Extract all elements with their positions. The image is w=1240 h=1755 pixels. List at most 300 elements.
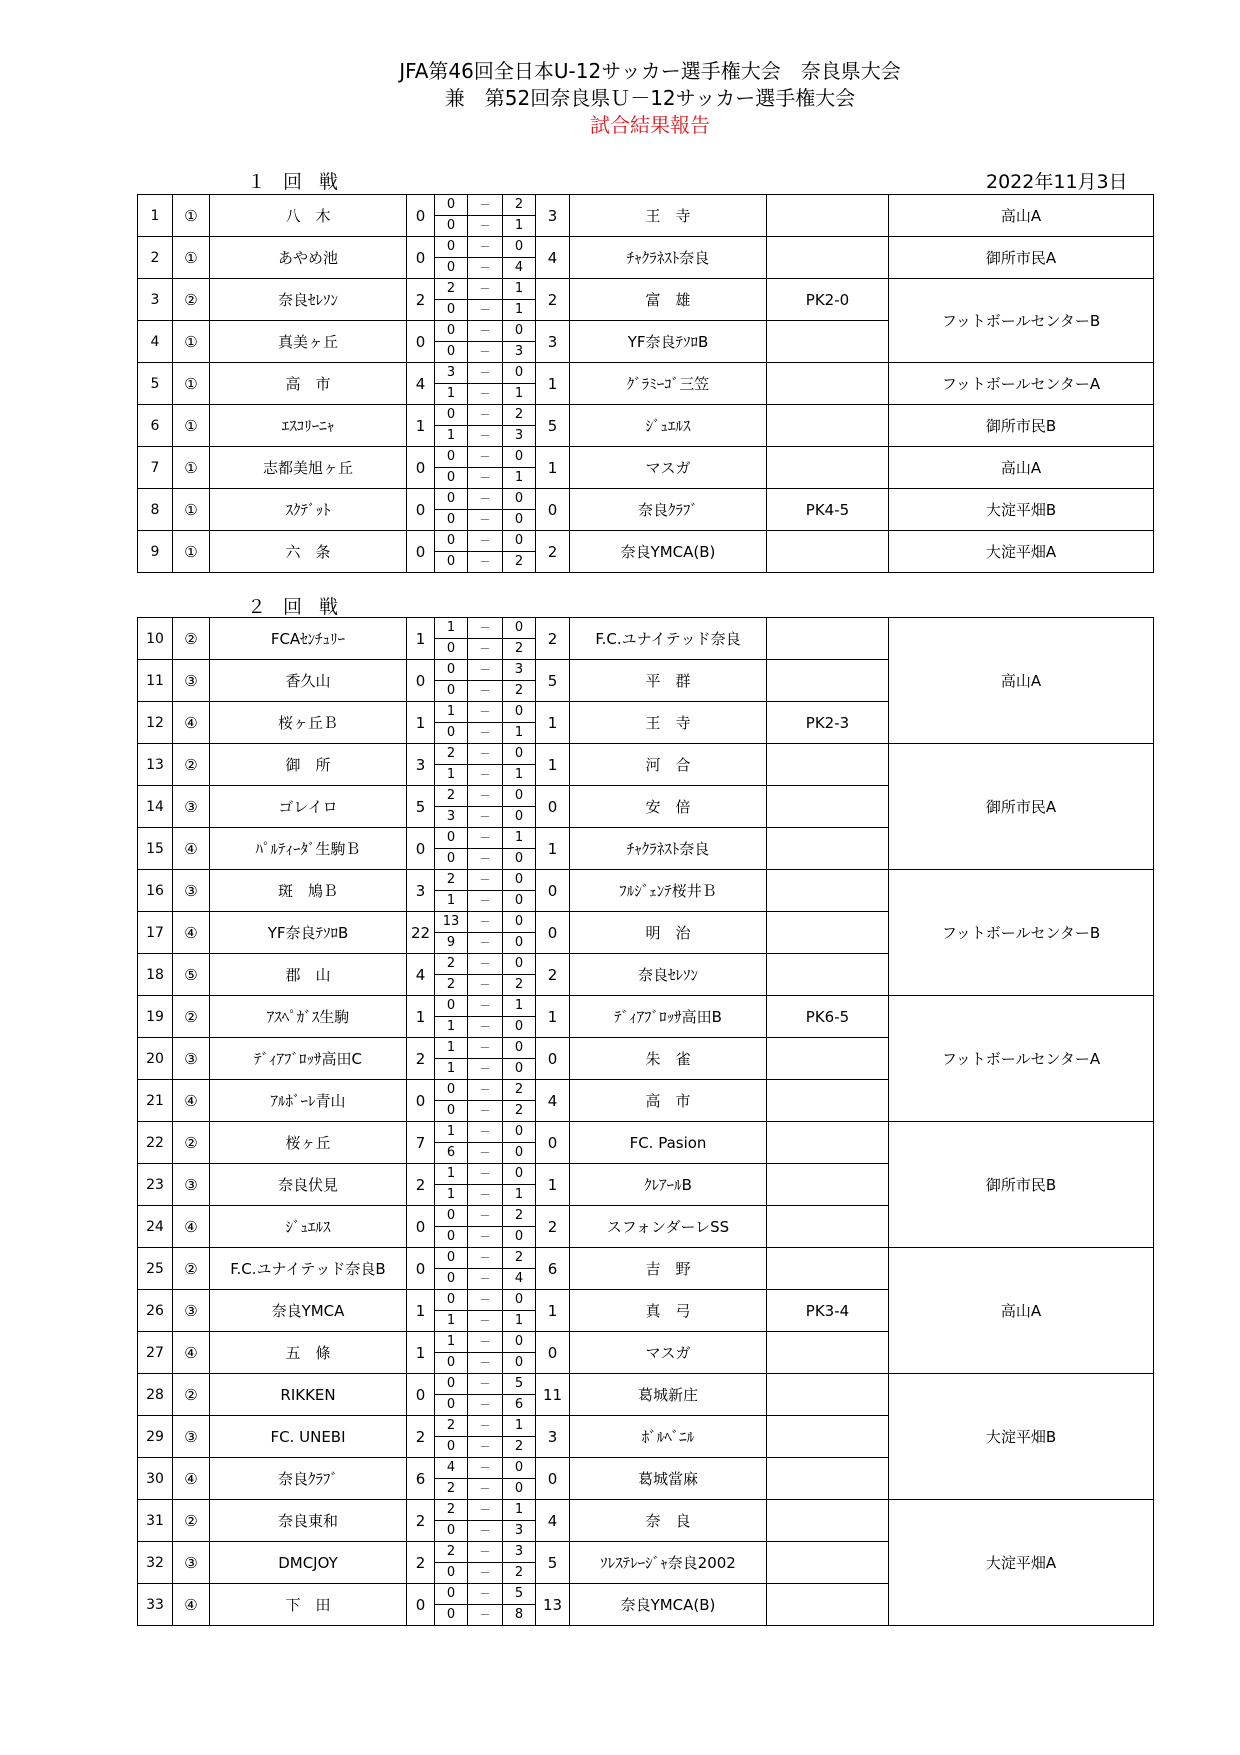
score-dash: － [468,489,503,510]
score-dash: － [468,681,503,702]
match-number: 11 [138,660,173,702]
team2-name: YF奈良ﾃｿﾛB [570,321,767,363]
venue: 御所市民B [889,405,1154,447]
team2-name: F.C.ユナイテッド奈良 [570,618,767,660]
team1-name: 奈良ｾﾚｿﾝ [210,279,407,321]
team2-name: ｸﾚｱｰﾙB [570,1164,767,1206]
team1-total-score: 7 [407,1122,435,1164]
team2-total-score: 2 [536,531,570,573]
match-number: 31 [138,1500,173,1542]
round-mark: ④ [173,1080,210,1122]
team2-second-half-score: 2 [503,681,536,702]
team2-name: マスガ [570,1332,767,1374]
team1-first-half-score: 0 [435,1248,468,1269]
match-number: 20 [138,1038,173,1080]
team2-total-score: 6 [536,1248,570,1290]
venue: 御所市民A [889,744,1154,870]
team2-first-half-score: 1 [503,279,536,300]
team1-second-half-score: 0 [435,300,468,321]
match-number: 6 [138,405,173,447]
score-dash: － [468,1122,503,1143]
round-mark: ④ [173,828,210,870]
team1-second-half-score: 0 [435,681,468,702]
team2-second-half-score: 2 [503,639,536,660]
team2-name: ﾁｬｸﾗﾈｽﾄ奈良 [570,237,767,279]
team2-total-score: 5 [536,660,570,702]
round-mark: ③ [173,1164,210,1206]
score-dash: － [468,237,503,258]
team1-name: 下 田 [210,1584,407,1626]
round-mark: ④ [173,1584,210,1626]
team2-first-half-score: 0 [503,1332,536,1353]
team2-second-half-score: 4 [503,258,536,279]
team2-total-score: 3 [536,195,570,237]
team1-total-score: 0 [407,1248,435,1290]
score-dash: － [468,468,503,489]
pk-result [767,531,889,573]
team1-total-score: 2 [407,1542,435,1584]
team2-total-score: 0 [536,786,570,828]
venue: 大淀平畑B [889,489,1154,531]
team1-second-half-score: 0 [435,1101,468,1122]
match-number: 3 [138,279,173,321]
score-dash: － [468,828,503,849]
team1-first-half-score: 2 [435,870,468,891]
team1-first-half-score: 2 [435,1416,468,1437]
team1-total-score: 0 [407,447,435,489]
score-dash: － [468,426,503,447]
team2-second-half-score: 0 [503,1479,536,1500]
score-dash: － [468,1374,503,1395]
team1-name: ｴｽｺﾘｰﾆｬ [210,405,407,447]
team2-total-score: 1 [536,996,570,1038]
team2-total-score: 2 [536,618,570,660]
team2-name: ｼﾞｭｴﾙｽ [570,405,767,447]
pk-result [767,321,889,363]
round-mark: ② [173,618,210,660]
team1-name: RIKKEN [210,1374,407,1416]
team2-name: ﾌﾙｼﾞｪﾝﾃ桜井Ｂ [570,870,767,912]
team1-first-half-score: 0 [435,1206,468,1227]
team2-name: 奈良ｾﾚｿﾝ [570,954,767,996]
team1-first-half-score: 2 [435,1542,468,1563]
team1-total-score: 2 [407,1164,435,1206]
pk-result [767,660,889,702]
round-mark: ③ [173,1542,210,1584]
score-dash: － [468,216,503,237]
round2-label: ２回戦 [247,596,356,618]
team1-total-score: 2 [407,279,435,321]
team2-total-score: 13 [536,1584,570,1626]
team1-name: 志都美旭ヶ丘 [210,447,407,489]
match-number: 21 [138,1080,173,1122]
team2-name: 安 倍 [570,786,767,828]
score-dash: － [468,618,503,639]
match-number: 4 [138,321,173,363]
team1-name: 高 市 [210,363,407,405]
score-dash: － [468,786,503,807]
score-dash: － [468,447,503,468]
team1-first-half-score: 2 [435,954,468,975]
team1-second-half-score: 9 [435,933,468,954]
score-dash: － [468,1017,503,1038]
team2-first-half-score: 2 [503,1248,536,1269]
pk-result [767,1122,889,1164]
team2-second-half-score: 3 [503,426,536,447]
team2-second-half-score: 0 [503,807,536,828]
team2-first-half-score: 0 [503,531,536,552]
team2-total-score: 0 [536,1458,570,1500]
score-dash: － [468,975,503,996]
team1-second-half-score: 0 [435,723,468,744]
team2-name: 朱 雀 [570,1038,767,1080]
team2-total-score: 0 [536,870,570,912]
score-dash: － [468,1584,503,1605]
team1-name: ゴレイロ [210,786,407,828]
team1-second-half-score: 2 [435,975,468,996]
team2-name: 平 群 [570,660,767,702]
team1-second-half-score: 2 [435,1479,468,1500]
team2-total-score: 5 [536,405,570,447]
venue: フットボールセンターA [889,363,1154,405]
team1-first-half-score: 1 [435,702,468,723]
team1-name: 御 所 [210,744,407,786]
pk-result [767,786,889,828]
team1-second-half-score: 0 [435,552,468,573]
team2-total-score: 2 [536,1206,570,1248]
team2-name: 奈良YMCA(B) [570,1584,767,1626]
round-mark: ① [173,447,210,489]
team1-first-half-score: 0 [435,447,468,468]
round-mark: ③ [173,1290,210,1332]
team1-total-score: 0 [407,321,435,363]
score-dash: － [468,1500,503,1521]
team1-name: F.C.ユナイテッド奈良B [210,1248,407,1290]
team2-second-half-score: 1 [503,216,536,237]
team1-name: 桜ヶ丘Ｂ [210,702,407,744]
team1-name: 五 條 [210,1332,407,1374]
tournament-subtitle: 兼 第52回奈良県Ｕ－12サッカー選手権大会 [444,86,856,110]
team1-second-half-score: 1 [435,765,468,786]
team2-first-half-score: 0 [503,912,536,933]
score-dash: － [468,300,503,321]
team2-first-half-score: 1 [503,996,536,1017]
match-row [138,1122,1154,1143]
team2-first-half-score: 2 [503,1080,536,1101]
round-mark: ① [173,405,210,447]
team2-first-half-score: 2 [503,405,536,426]
team1-second-half-score: 1 [435,891,468,912]
team1-second-half-score: 0 [435,1269,468,1290]
team1-name: YF奈良ﾃｿﾛB [210,912,407,954]
venue: 高山A [889,447,1154,489]
team2-second-half-score: 1 [503,723,536,744]
score-dash: － [468,954,503,975]
team2-second-half-score: 0 [503,933,536,954]
pk-result [767,1038,889,1080]
score-dash: － [468,321,503,342]
team2-second-half-score: 1 [503,1311,536,1332]
team1-first-half-score: 0 [435,1080,468,1101]
pk-result [767,744,889,786]
team2-first-half-score: 3 [503,1542,536,1563]
score-dash: － [468,1269,503,1290]
match-row [138,1374,1154,1395]
team2-second-half-score: 0 [503,1059,536,1080]
match-row [138,363,1154,384]
venue: 御所市民B [889,1122,1154,1248]
team1-second-half-score: 0 [435,1437,468,1458]
team1-first-half-score: 2 [435,279,468,300]
pk-result [767,1164,889,1206]
venue: 大淀平畑A [889,1500,1154,1626]
team1-first-half-score: 0 [435,489,468,510]
team1-total-score: 1 [407,996,435,1038]
pk-result: PK4-5 [767,489,889,531]
report-title: 試合結果報告 [590,113,710,137]
team2-name: 高 市 [570,1080,767,1122]
score-dash: － [468,1248,503,1269]
team2-second-half-score: 0 [503,849,536,870]
team2-name: ｸﾞﾗﾐｰｺﾞ三笠 [570,363,767,405]
score-dash: － [468,1185,503,1206]
score-dash: － [468,1395,503,1416]
score-dash: － [468,765,503,786]
team2-name: ﾁｬｸﾗﾈｽﾄ奈良 [570,828,767,870]
team2-total-score: 1 [536,702,570,744]
team1-first-half-score: 0 [435,828,468,849]
pk-result [767,405,889,447]
team1-total-score: 0 [407,1584,435,1626]
team2-total-score: 2 [536,954,570,996]
team1-first-half-score: 0 [435,1290,468,1311]
score-dash: － [468,996,503,1017]
round-mark: ② [173,744,210,786]
match-number: 8 [138,489,173,531]
team2-name: 吉 野 [570,1248,767,1290]
team1-total-score: 0 [407,828,435,870]
match-number: 14 [138,786,173,828]
pk-result [767,618,889,660]
team2-total-score: 1 [536,828,570,870]
round-mark: ① [173,195,210,237]
team2-name: 奈 良 [570,1500,767,1542]
team1-name: FC. UNEBI [210,1416,407,1458]
round-mark: ① [173,321,210,363]
round-mark: ④ [173,1332,210,1374]
match-number: 16 [138,870,173,912]
team1-total-score: 0 [407,660,435,702]
team2-second-half-score: 3 [503,1521,536,1542]
team2-second-half-score: 1 [503,1185,536,1206]
team1-second-half-score: 0 [435,1563,468,1584]
match-row [138,744,1154,765]
pk-result [767,1500,889,1542]
team2-name: 富 雄 [570,279,767,321]
pk-result [767,1080,889,1122]
match-number: 1 [138,195,173,237]
team2-second-half-score: 0 [503,891,536,912]
match-number: 10 [138,618,173,660]
venue: 大淀平畑B [889,1374,1154,1500]
team2-second-half-score: 0 [503,1227,536,1248]
team1-name: 斑 鳩Ｂ [210,870,407,912]
team1-total-score: 1 [407,405,435,447]
team2-total-score: 1 [536,1290,570,1332]
venue: 高山A [889,1248,1154,1374]
round-mark: ③ [173,870,210,912]
team1-total-score: 1 [407,1290,435,1332]
team2-total-score: 3 [536,321,570,363]
team1-first-half-score: 1 [435,1038,468,1059]
match-number: 28 [138,1374,173,1416]
team1-second-half-score: 0 [435,1353,468,1374]
team1-total-score: 0 [407,489,435,531]
team1-first-half-score: 1 [435,1164,468,1185]
match-number: 30 [138,1458,173,1500]
score-dash: － [468,1143,503,1164]
pk-result [767,1458,889,1500]
team2-name: 明 治 [570,912,767,954]
score-dash: － [468,639,503,660]
pk-result [767,828,889,870]
team2-total-score: 5 [536,1542,570,1584]
score-dash: － [468,1227,503,1248]
pk-result [767,195,889,237]
team1-name: 奈良YMCA [210,1290,407,1332]
pk-result [767,447,889,489]
score-dash: － [468,279,503,300]
team2-first-half-score: 5 [503,1374,536,1395]
match-number: 12 [138,702,173,744]
team2-first-half-score: 0 [503,954,536,975]
score-dash: － [468,933,503,954]
score-dash: － [468,1353,503,1374]
team2-second-half-score: 4 [503,1269,536,1290]
team2-name: 王 寺 [570,702,767,744]
team1-name: 郡 山 [210,954,407,996]
team2-second-half-score: 0 [503,1017,536,1038]
team1-second-half-score: 1 [435,1017,468,1038]
round-mark: ③ [173,1416,210,1458]
score-dash: － [468,660,503,681]
team1-total-score: 0 [407,1080,435,1122]
score-dash: － [468,702,503,723]
score-dash: － [468,912,503,933]
round-mark: ② [173,1500,210,1542]
match-number: 26 [138,1290,173,1332]
team2-first-half-score: 0 [503,321,536,342]
team2-first-half-score: 0 [503,447,536,468]
team2-name: 奈良ｸﾗﾌﾞ [570,489,767,531]
team1-first-half-score: 1 [435,618,468,639]
team1-first-half-score: 0 [435,405,468,426]
team1-first-half-score: 1 [435,1122,468,1143]
match-number: 7 [138,447,173,489]
team1-name: あやめ池 [210,237,407,279]
match-number: 29 [138,1416,173,1458]
team2-first-half-score: 3 [503,660,536,681]
team2-first-half-score: 0 [503,237,536,258]
team2-second-half-score: 1 [503,468,536,489]
team1-total-score: 0 [407,1206,435,1248]
team1-first-half-score: 0 [435,195,468,216]
team2-name: ﾃﾞｨｱﾌﾞﾛｯｻ高田B [570,996,767,1038]
team1-name: 真美ヶ丘 [210,321,407,363]
team2-total-score: 3 [536,1416,570,1458]
pk-result [767,1374,889,1416]
team1-name: 香久山 [210,660,407,702]
team1-total-score: 0 [407,1374,435,1416]
score-dash: － [468,363,503,384]
team1-total-score: 0 [407,531,435,573]
team1-total-score: 1 [407,1332,435,1374]
round-mark: ③ [173,1038,210,1080]
pk-result: PK2-0 [767,279,889,321]
team1-name: ｱｽﾍﾟｶﾞｽ生駒 [210,996,407,1038]
match-number: 22 [138,1122,173,1164]
score-dash: － [468,1038,503,1059]
team1-first-half-score: 4 [435,1458,468,1479]
team1-first-half-score: 0 [435,1584,468,1605]
team1-total-score: 0 [407,237,435,279]
team2-first-half-score: 0 [503,1164,536,1185]
round-mark: ① [173,531,210,573]
team1-name: 奈良ｸﾗﾌﾞ [210,1458,407,1500]
team2-name: 真 弓 [570,1290,767,1332]
pk-result [767,237,889,279]
team2-first-half-score: 0 [503,489,536,510]
score-dash: － [468,1542,503,1563]
team2-first-half-score: 0 [503,1122,536,1143]
team1-first-half-score: 2 [435,744,468,765]
score-dash: － [468,1290,503,1311]
round-mark: ③ [173,660,210,702]
team1-first-half-score: 1 [435,1332,468,1353]
team2-second-half-score: 2 [503,1437,536,1458]
team2-second-half-score: 0 [503,1143,536,1164]
team1-first-half-score: 0 [435,660,468,681]
team1-second-half-score: 1 [435,426,468,447]
tournament-title: JFA第46回全日本U-12サッカー選手権大会 奈良県大会 [399,59,901,83]
round-mark: ② [173,1248,210,1290]
score-dash: － [468,1164,503,1185]
match-number: 19 [138,996,173,1038]
venue: フットボールセンターB [889,279,1154,363]
team1-second-half-score: 0 [435,1395,468,1416]
team1-second-half-score: 1 [435,1185,468,1206]
team2-name: 王 寺 [570,195,767,237]
team1-second-half-score: 0 [435,639,468,660]
score-dash: － [468,1311,503,1332]
team1-total-score: 5 [407,786,435,828]
pk-result [767,912,889,954]
score-dash: － [468,1416,503,1437]
team1-name: ｱﾙﾎﾞｰﾚ青山 [210,1080,407,1122]
team2-total-score: 4 [536,1500,570,1542]
team1-name: 八 木 [210,195,407,237]
score-dash: － [468,807,503,828]
score-dash: － [468,1206,503,1227]
round-mark: ① [173,489,210,531]
score-dash: － [468,552,503,573]
team2-total-score: 2 [536,279,570,321]
team2-name: 河 合 [570,744,767,786]
team2-first-half-score: 0 [503,363,536,384]
pk-result [767,1206,889,1248]
match-number: 9 [138,531,173,573]
team1-total-score: 4 [407,363,435,405]
